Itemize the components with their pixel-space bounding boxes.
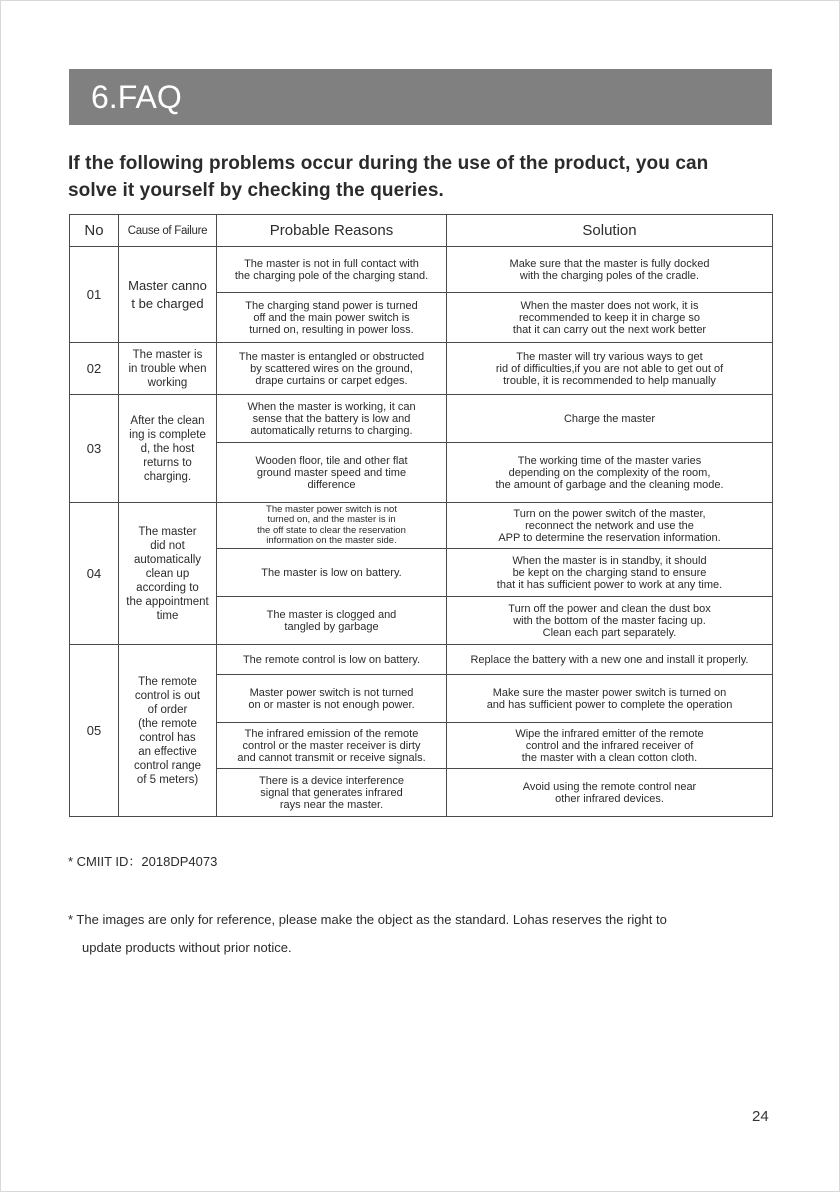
- cell-text-line: difference: [307, 478, 356, 491]
- cell-text-line: the off state to clear the reservation: [257, 524, 406, 536]
- cell-text-line: rays near the master.: [279, 798, 384, 811]
- cell-text-line: The master power switch is not: [266, 503, 397, 515]
- header-cause: Cause of Failure: [119, 215, 217, 247]
- solution-cell: [447, 293, 773, 343]
- cell-text-line: Make sure that the master is fully docked: [509, 257, 710, 270]
- solution-cell: [447, 247, 773, 293]
- cell-text-line: in trouble when: [128, 362, 207, 375]
- cell-text-line: with the charging poles of the cradle.: [519, 269, 700, 282]
- row-number: 02: [70, 343, 119, 395]
- header-solution: Solution: [447, 215, 773, 247]
- solution-cell: [447, 443, 773, 503]
- cell-text-line: that it has sufficient power to work at any time.: [496, 578, 723, 591]
- cause-of-failure-cell: [119, 503, 217, 645]
- cell-text-line: automatically: [133, 553, 202, 566]
- section-title: 6.FAQ: [91, 79, 182, 115]
- cell-text-line: Turn off the power and clean the dust box: [508, 602, 711, 615]
- header-reason: Probable Reasons: [217, 215, 447, 247]
- cell-text-line: depending on the complexity of the room,: [508, 466, 711, 479]
- cell-text-line: control is out: [134, 689, 201, 702]
- probable-reason-cell: [217, 597, 447, 645]
- table-row: [70, 343, 773, 395]
- cell-text-line: The master will try various ways to get: [516, 350, 703, 363]
- cell-text-line: turned on, resulting in power loss.: [249, 323, 414, 336]
- row-number: 01: [70, 247, 119, 343]
- intro-text: [68, 150, 778, 204]
- cell-text-line: trouble, it is recommended to help manually: [503, 374, 716, 387]
- cell-text-line: Charge the master: [563, 412, 656, 425]
- cell-text-line: be kept on the charging stand to ensure: [512, 566, 707, 579]
- solution-cell: [447, 503, 773, 549]
- cell-text-line: t be charged: [131, 295, 204, 311]
- solution-cell: [447, 723, 773, 769]
- disclaimer-line-1: * The images are only for reference, please make the object as the standard. Lohas reserves the right to: [68, 912, 667, 927]
- intro-line: solve it yourself by checking the queries.: [68, 180, 444, 201]
- cell-text-line: control or the master receiver is dirty: [242, 739, 421, 752]
- cell-text-line: by scattered wires on the ground,: [250, 362, 413, 375]
- cause-of-failure-cell: [119, 395, 217, 503]
- cell-text-line: tangled by garbage: [284, 620, 379, 633]
- cell-text-line: The remote: [138, 675, 197, 688]
- cell-text-line: sense that the battery is low and: [252, 412, 411, 425]
- probable-reason-cell: [217, 645, 447, 675]
- cell-text-line: that it can carry out the next work better: [512, 323, 707, 336]
- cell-text-line: Replace the battery with a new one and install it properly.: [470, 653, 749, 666]
- cause-of-failure-cell: [119, 343, 217, 395]
- solution-cell: [447, 645, 773, 675]
- disclaimer-line-2: update products without prior notice.: [82, 940, 292, 955]
- cell-text-line: of 5 meters): [136, 773, 199, 786]
- row-number: 03: [70, 395, 119, 503]
- cell-text-line: Make sure the master power switch is turned on: [492, 686, 727, 699]
- cell-text-line: off and the main power switch is: [253, 311, 410, 324]
- cell-text-line: There is a device interference: [259, 774, 404, 787]
- page-number: 24: [752, 1108, 769, 1125]
- probable-reason-cell: [217, 395, 447, 443]
- cell-text-line: an effective: [138, 745, 197, 758]
- cell-text-line: The working time of the master varies: [517, 454, 702, 467]
- cell-text-line: according to: [136, 581, 199, 594]
- cell-text-line: time: [156, 609, 179, 622]
- cell-text-line: The master is clogged and: [266, 608, 397, 621]
- cell-text-line: working: [147, 376, 188, 389]
- cell-text-line: Master power switch is not turned: [249, 686, 414, 699]
- cell-text-line: (the remote: [138, 717, 197, 730]
- cell-text-line: other infrared devices.: [555, 792, 664, 805]
- table-row: [70, 503, 773, 549]
- cell-text-line: with the bottom of the master facing up.: [513, 614, 706, 627]
- cell-text-line: and cannot transmit or receive signals.: [237, 751, 426, 764]
- cell-text-line: Avoid using the remote control near: [522, 780, 697, 793]
- cmiit-footnote: * CMIIT ID：2018DP4073: [68, 854, 218, 869]
- cell-text-line: charging.: [143, 470, 192, 483]
- cell-text-line: returns to: [143, 456, 192, 469]
- cell-text-line: the amount of garbage and the cleaning mode.: [495, 478, 724, 491]
- cell-text-line: and has sufficient power to complete the operation: [486, 698, 733, 711]
- cell-text-line: the master with a clean cotton cloth.: [521, 751, 698, 764]
- cell-text-line: rid of difficulties,if you are not able to get out of: [495, 362, 724, 375]
- cell-text-line: of order: [147, 703, 188, 716]
- cell-text-line: clean up: [145, 567, 190, 580]
- cell-text-line: did not: [150, 539, 185, 552]
- cell-text-line: ing is complete: [129, 428, 206, 441]
- probable-reason-cell: [217, 343, 447, 395]
- probable-reason-cell: [217, 443, 447, 503]
- cell-text-line: recommended to keep it in charge so: [519, 311, 700, 324]
- cell-text-line: Master canno: [128, 277, 207, 293]
- table-row: [70, 247, 773, 293]
- cell-text-line: information on the master side.: [266, 535, 397, 546]
- probable-reason-cell: [217, 769, 447, 817]
- cell-text-line: control range: [133, 759, 202, 772]
- cell-text-line: the charging pole of the charging stand.: [234, 269, 429, 282]
- cause-of-failure-cell: [119, 645, 217, 817]
- row-number: 04: [70, 503, 119, 645]
- cell-text-line: When the master is in standby, it should: [512, 554, 707, 567]
- cell-text-line: After the clean: [130, 414, 205, 427]
- cell-text-line: The master: [138, 525, 197, 538]
- header-no: No: [70, 215, 119, 247]
- table-row: [70, 395, 773, 443]
- cause-of-failure-cell: [119, 247, 217, 343]
- probable-reason-cell: [217, 293, 447, 343]
- probable-reason-cell: [217, 549, 447, 597]
- solution-cell: [447, 343, 773, 395]
- cell-text-line: Wipe the infrared emitter of the remote: [515, 727, 704, 740]
- faq-table-body: [70, 247, 773, 817]
- row-number: 05: [70, 645, 119, 817]
- probable-reason-cell: [217, 503, 447, 549]
- cell-text-line: control and the infrared receiver of: [525, 739, 694, 752]
- faq-table: [69, 214, 773, 817]
- cell-text-line: drape curtains or carpet edges.: [255, 374, 408, 387]
- cell-text-line: reconnect the network and use the: [525, 519, 694, 532]
- cell-text-line: control has: [139, 731, 196, 744]
- table-header-row: [70, 215, 773, 247]
- solution-cell: [447, 675, 773, 723]
- intro-line: If the following problems occur during the use of the product, you can: [68, 153, 709, 174]
- cell-text-line: automatically returns to charging.: [250, 424, 413, 437]
- probable-reason-cell: [217, 723, 447, 769]
- cell-text-line: d, the host: [140, 442, 195, 455]
- cell-text-line: The master is not in full contact with: [244, 257, 419, 270]
- table-row: [70, 645, 773, 675]
- cell-text-line: The charging stand power is turned: [245, 299, 418, 312]
- solution-cell: [447, 769, 773, 817]
- cell-text-line: Clean each part separately.: [542, 626, 677, 639]
- cell-text-line: The master is entangled or obstructed: [238, 350, 425, 363]
- probable-reason-cell: [217, 247, 447, 293]
- cell-text-line: The infrared emission of the remote: [244, 727, 419, 740]
- section-banner: [69, 69, 772, 125]
- cell-text-line: The master is: [132, 348, 203, 361]
- cell-text-line: The master is low on battery.: [261, 566, 402, 579]
- solution-cell: [447, 395, 773, 443]
- cell-text-line: signal that generates infrared: [260, 786, 403, 799]
- cell-text-line: When the master does not work, it is: [520, 299, 699, 312]
- cell-text-line: turned on, and the master is in: [267, 514, 396, 525]
- cell-text-line: the appointment: [126, 595, 209, 608]
- cell-text-line: ground master speed and time: [256, 466, 407, 479]
- probable-reason-cell: [217, 675, 447, 723]
- solution-cell: [447, 549, 773, 597]
- cell-text-line: Wooden floor, tile and other flat: [255, 454, 408, 467]
- cell-text-line: When the master is working, it can: [247, 400, 416, 413]
- cell-text-line: APP to determine the reservation information.: [498, 531, 721, 544]
- cell-text-line: The remote control is low on battery.: [242, 653, 421, 666]
- cell-text-line: on or master is not enough power.: [248, 698, 415, 711]
- cell-text-line: Turn on the power switch of the master,: [513, 507, 706, 520]
- solution-cell: [447, 597, 773, 645]
